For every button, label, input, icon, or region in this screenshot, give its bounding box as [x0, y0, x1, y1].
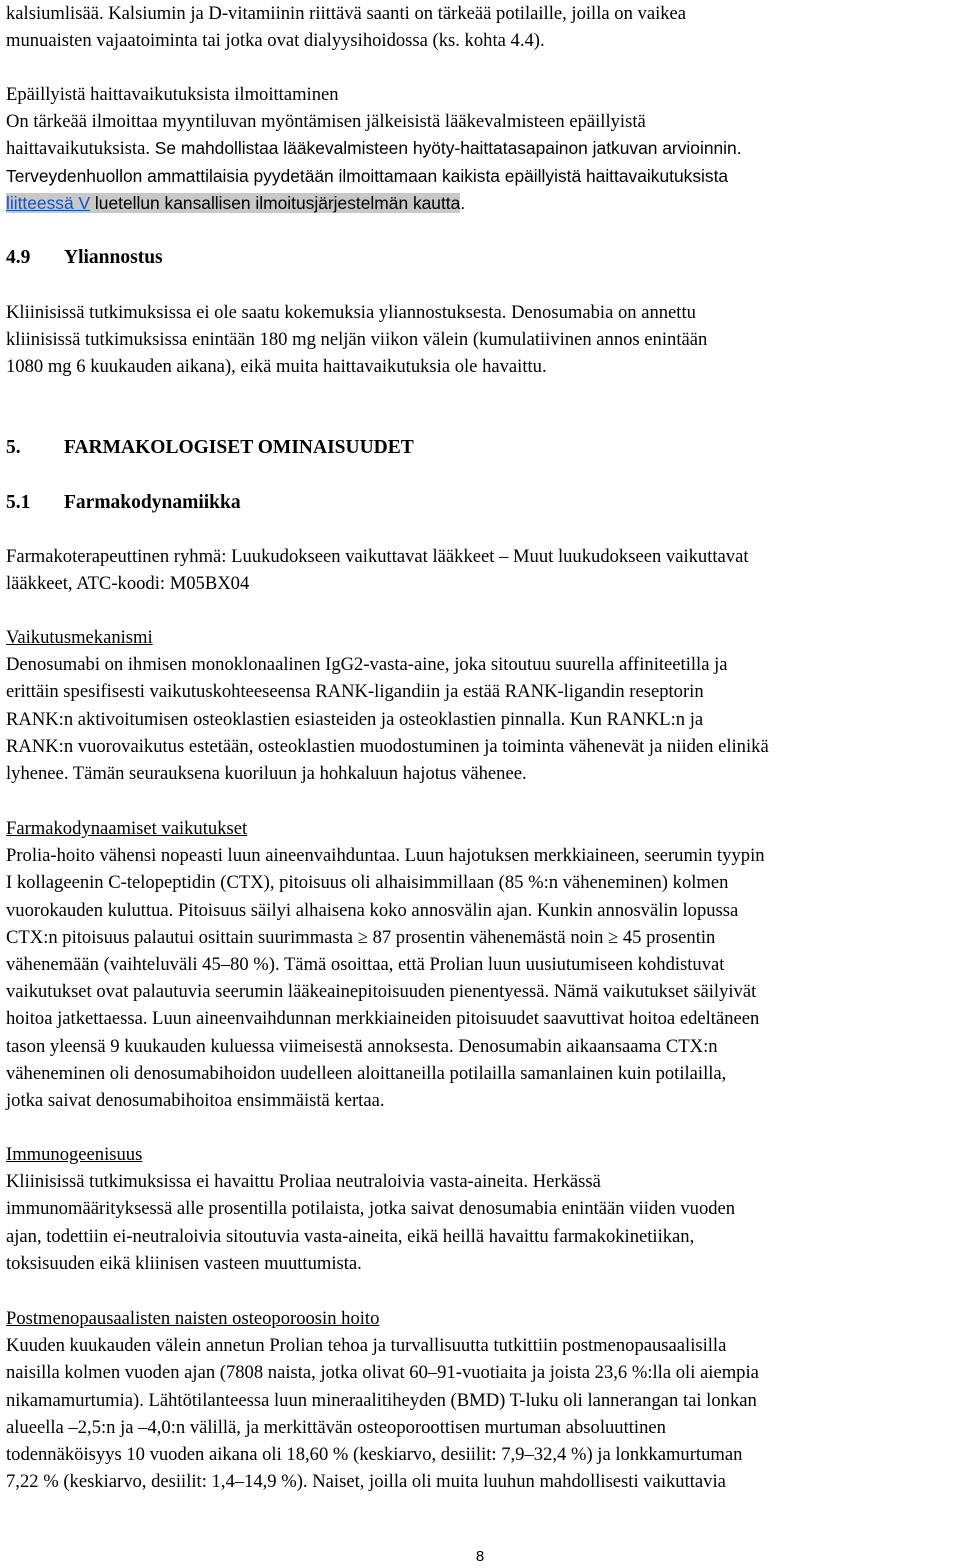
text-line: vähenemään (vaihteluväli 45–80 %). Tämä osoittaa, että Prolian luun uusiutumiseen kohdistuvat	[6, 954, 725, 976]
section-title: Yliannostus	[64, 247, 163, 268]
text-line: 1080 mg 6 kuukauden aikana), eikä muita haittavaikutuksia ole havaittu.	[6, 356, 547, 378]
highlighted-text	[6, 193, 460, 213]
text-line: RANK:n aktivoitumisen osteoklastien esiasteiden ja osteoklastien pinnalla. Kun RANKL:n ja	[6, 708, 704, 730]
annex-v-link[interactable]: liitteessä V	[6, 192, 91, 213]
paragraph-calcium	[6, 0, 686, 54]
text-line: kliinisissä tutkimuksissa enintään 180 mg neljän viikon välein (kumulatiivinen annos enintään	[6, 329, 708, 351]
text-line: Prolia-hoito vähensi nopeasti luun aineenvaihduntaa. Luun hajotuksen merkkiaineen, seerumin tyypin	[6, 845, 765, 867]
text-line: I kollageenin C-telopeptidin (CTX), pitoisuus oli alhaisimmillaan (85 %:n väheneminen) kolmen	[6, 872, 729, 894]
paragraph-immunogenicity	[6, 1141, 735, 1277]
text-line: vaikutukset ovat palautuvia seerumin lääkeainepitoisuuden pienentyessä. Nämä vaikutukset säilyivät	[6, 981, 757, 1003]
text-line: hoitoa jatkettaessa. Luun aineenvaihdunnan merkkiaineiden pitoisuudet saavuttivat hoitoa edeltäneen	[6, 1008, 760, 1030]
paragraph-postmenopausal	[6, 1305, 759, 1495]
text-span: .	[460, 192, 466, 213]
text-line: naisilla kolmen vuoden ajan (7808 naista, jotka olivat 60–91-vuotiaita ja joista 23,6 %:lla oli aiempia	[6, 1362, 759, 1384]
text-line: Terveydenhuollon ammattilaisia pyydetään ilmoittamaan kaikista epäillyistä haittavaikutuksista	[6, 165, 729, 186]
section-title: Farmakodynamiikka	[64, 492, 241, 513]
text-line: vuorokauden kuluttua. Pitoisuus säilyi alhaisena koko annosvälin ajan. Kunkin annosvälin lopussa	[6, 899, 739, 921]
text-line: jotka saivat denosumabihoitoa ensimmäistä kertaa.	[6, 1090, 385, 1112]
text-line: RANK:n vuorovaikutus estetään, osteoklastien muodostuminen ja toiminta vähenevät ja niiden elinikä	[6, 735, 769, 757]
subsection-title: Vaikutusmekanismi	[6, 627, 153, 648]
subsection-title: Immunogeenisuus	[6, 1144, 143, 1165]
text-span: luetellun kansallisen ilmoitusjärjestelmän kautta	[90, 192, 461, 213]
section-number: 4.9	[6, 247, 31, 268]
text-line: 7,22 % (keskiarvo, desiilit: 1,4–14,9 %). Naiset, joilla oli muita luuhun mahdollisesti vaikuttavia	[6, 1471, 726, 1493]
paragraph-pharmacodynamic-effects	[6, 815, 765, 1114]
text-line: munuaisten vajaatoiminta tai jotka ovat dialyysihoidossa (ks. kohta 4.4).	[6, 30, 545, 52]
section-5	[6, 434, 414, 461]
section-number: 5.1	[6, 492, 31, 513]
text-line: lyhenee. Tämän seurauksena kuoriluun ja hohkaluun hajotus vähenee.	[6, 763, 527, 785]
text-line: erittäin spesifisesti vaikutuskohteeseensa RANK-ligandiin ja estää RANK-ligandin reseptorin	[6, 681, 704, 703]
text-line: Kuuden kuukauden välein annetun Prolian tehoa ja turvallisuutta tutkittiin postmenopausaalisilla	[6, 1335, 727, 1357]
paragraph-mechanism	[6, 624, 769, 787]
section-title: FARMAKOLOGISET OMINAISUUDET	[64, 437, 414, 458]
text-line: väheneminen oli denosumabihoidon uudelleen aloittaneilla potilailla samanlainen kuin potilailla,	[6, 1062, 727, 1084]
section-number: 5.	[6, 437, 21, 458]
text-line: nikamamurtumia). Lähtötilanteessa luun mineraalitiheyden (BMD) T-luku oli lannerangan tai lonkan	[6, 1389, 757, 1411]
paragraph-pharmacotherapeutic-group	[6, 543, 749, 597]
text-line: kalsiumlisää. Kalsiumin ja D-vitamiinin riittävä saanti on tärkeää potilaille, joilla on vaikea	[6, 3, 687, 24]
section-heading	[6, 244, 163, 271]
subsection-title: Farmakodynaamiset vaikutukset	[6, 818, 248, 839]
section-heading	[6, 489, 241, 516]
section-heading	[6, 434, 414, 461]
text-line: ajan, todettiin ei-neutraloivia sitoutuvia vasta-aineita, eikä heillä havaittu farmakokinetiikan,	[6, 1225, 695, 1247]
paragraph-adverse-reporting	[6, 81, 742, 217]
page-number: 8	[475, 1548, 485, 1565]
text-line: Kliinisissä tutkimuksissa ei ole saatu kokemuksia yliannostuksesta. Denosumabia on annettu	[6, 302, 696, 323]
text-line: CTX:n pitoisuus palautui osittain suurimmasta ≥ 87 prosentin vähenemästä noin ≥ 45 prosentin	[6, 926, 716, 948]
section-5-1	[6, 489, 241, 516]
text-span: haittavaikutuksista.	[6, 138, 155, 160]
text-line: Denosumabi on ihmisen monoklonaalinen IgG2-vasta-aine, joka sitoutuu suurella affiniteetilla ja	[6, 654, 728, 676]
text-line: On tärkeää ilmoittaa myyntiluvan myöntämisen jälkeisistä lääkevalmisteen epäillyistä	[6, 111, 646, 133]
text-line: alueella –2,5:n ja –4,0:n välillä, ja merkittävän osteoporoottisen murtuman absoluuttinen	[6, 1416, 666, 1438]
text-line: Farmakoterapeuttinen ryhmä: Luukudokseen vaikuttavat lääkkeet – Muut luukudokseen vaikuttavat	[6, 546, 749, 567]
subsection-title: Postmenopausaalisten naisten osteoporoosin hoito	[6, 1308, 380, 1329]
text-line	[6, 135, 742, 162]
text-line: tason yleensä 9 kuukauden kuluessa viimeisestä annoksesta. Denosumabin aikaansaama CTX:n	[6, 1035, 718, 1057]
text-line: todennäköisyys 10 vuoden aikana oli 18,60 % (keskiarvo, desiilit: 7,9–32,4 %) ja lonkkamurtuman	[6, 1444, 743, 1466]
text-line	[6, 190, 742, 217]
subsection-title: Epäillyistä haittavaikutuksista ilmoittaminen	[6, 84, 339, 105]
text-line: lääkkeet, ATC-koodi: M05BX04	[6, 573, 250, 595]
text-line: immunomäärityksessä alle prosentilla potilaista, jotka saivat denosumabia enintään viiden vuoden	[6, 1198, 736, 1220]
text-line: Kliinisissä tutkimuksissa ei havaittu Proliaa neutraloivia vasta-aineita. Herkässä	[6, 1171, 601, 1193]
section-4-9	[6, 244, 163, 271]
paragraph-overdose	[6, 299, 707, 381]
text-line: toksisuuden eikä kliinisen vasteen muuttumista.	[6, 1252, 362, 1274]
text-span-sans: Se mahdollistaa lääkevalmisteen hyöty-haittatasapainon jatkuvan arvioinnin.	[154, 138, 742, 159]
